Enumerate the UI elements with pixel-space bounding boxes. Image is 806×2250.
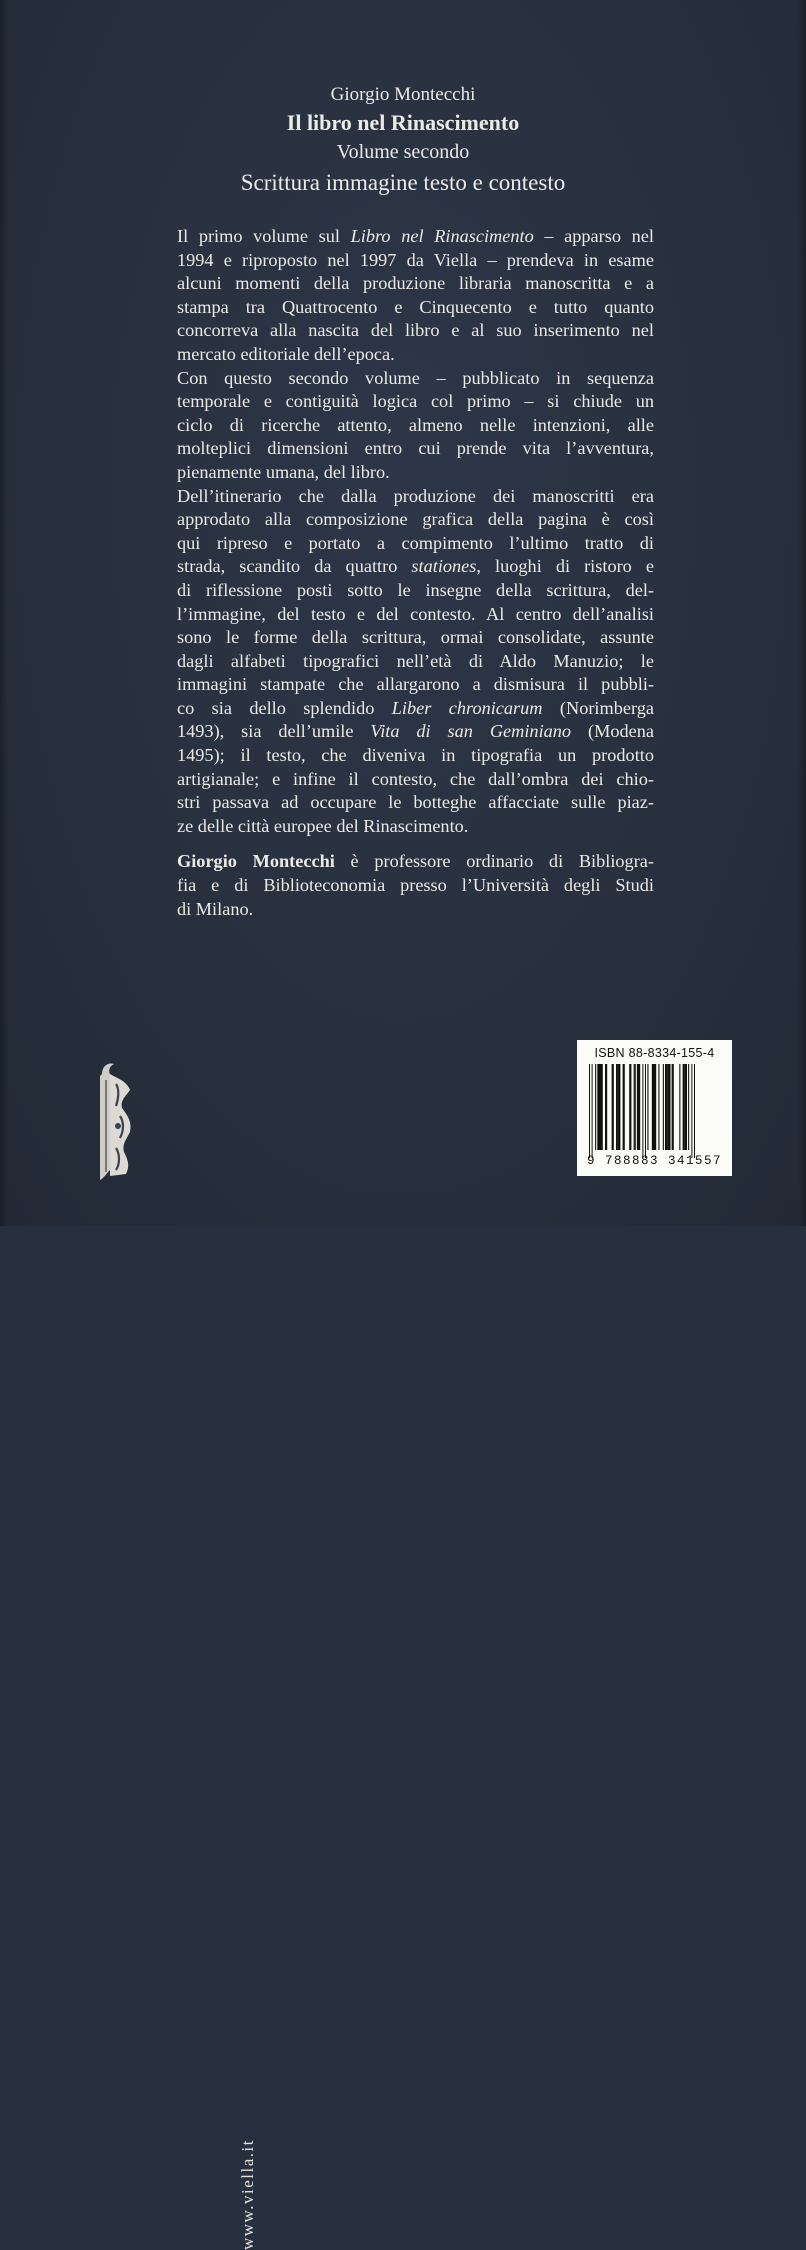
barcode-bar	[635, 1064, 636, 1150]
text-line: strada, scandito da quattro stationes, luoghi di ristoro e	[177, 556, 654, 577]
text-line: fia e di Biblioteconomia presso l’Università degli Studi	[177, 875, 654, 896]
barcode-bar	[623, 1064, 625, 1150]
text-line: concorreva alla nascita del libro e al suo inserimento nel	[177, 320, 654, 341]
text-line: artigianale; e infine il contesto, che dall’ombra dei chio-	[177, 768, 654, 789]
text-line: stri passava ad occupare le botteghe affacciate sulle piaz-	[177, 792, 654, 813]
barcode-bar	[637, 1064, 640, 1150]
barcode-bar	[683, 1064, 685, 1150]
barcode-bar	[688, 1064, 689, 1150]
text-line: 1994 e riproposto nel 1997 da Viella – prendeva in esame	[177, 249, 654, 270]
text-line: ciclo di ricerche attento, almeno nelle intenzioni, alle	[177, 414, 654, 435]
text-line: l’immagine, del testo e del contesto. Al centro dell’analisi	[177, 603, 654, 624]
text-line: molteplici dimensioni entro cui prende vita l’avventura,	[177, 438, 654, 459]
barcode-bar	[691, 1064, 692, 1158]
text-line: qui ripreso e portato a compimento l’ultimo tratto di	[177, 532, 654, 553]
text-line: Con questo secondo volume – pubblicato in sequenza	[177, 367, 654, 388]
barcode-bar	[647, 1064, 648, 1150]
barcode-digits: 9 788883 341557	[586, 1154, 723, 1168]
author-bio	[177, 850, 654, 921]
barcode-bar	[679, 1064, 680, 1150]
barcode-bar	[616, 1064, 617, 1150]
text-line: di Milano.	[177, 898, 254, 919]
barcode-bar	[605, 1064, 607, 1150]
barcode-bar	[672, 1064, 674, 1150]
italic-title: Liber chronicarum	[391, 697, 543, 718]
text-line: sono le forme della scrittura, ormai consolidate, assunte	[177, 627, 654, 648]
text-line: mercato editoriale dell’epoca.	[177, 343, 395, 364]
isbn-barcode-panel	[577, 1040, 732, 1176]
text-line: stampa tra Quattrocento e Cinquecento e tutto quanto	[177, 296, 654, 317]
blurb-paragraph-2	[177, 367, 654, 485]
barcode-bar	[612, 1064, 614, 1150]
text-line: ze delle città europee del Rinascimento.	[177, 815, 469, 836]
italic-title: Libro nel Rinascimento	[350, 226, 534, 246]
italic-term: stationes	[411, 556, 477, 577]
text-line: Dell’itinerario che dalla produzione dei manoscritti era	[177, 485, 654, 506]
text-line: 1495); il testo, che diveniva in tipografia un prodotto	[177, 745, 654, 766]
barcode-bar	[645, 1064, 646, 1158]
book-subtitle: Scrittura immagine testo e contesto	[240, 170, 566, 195]
volume-label: Volume secondo	[336, 141, 470, 163]
barcode-bar	[595, 1064, 596, 1150]
book-title: Il libro nel Rinascimento	[286, 110, 520, 135]
barcode-bar	[617, 1064, 620, 1150]
barcode-bar	[642, 1064, 643, 1158]
italic-title: Vita di san Geminiano	[370, 721, 572, 742]
isbn-number: ISBN 88-8334-155-4	[594, 1046, 715, 1060]
barcode-bar	[629, 1064, 631, 1150]
publisher-mark	[90, 1060, 257, 2250]
text-line: alcuni momenti della produzione libraria manoscritta e a	[177, 273, 654, 294]
barcode-bar	[685, 1064, 687, 1150]
blurb-paragraph-3	[177, 485, 654, 839]
bio-author-name: Giorgio Montecchi	[177, 851, 335, 872]
book-header	[0, 82, 806, 200]
author-name: Giorgio Montecchi	[330, 84, 476, 105]
barcode-icon	[585, 1064, 725, 1158]
violin-scroll-icon	[96, 1060, 138, 1182]
barcode-bar	[663, 1064, 664, 1150]
publisher-website[interactable]: www.viella.it	[238, 2139, 257, 2250]
barcode-bar	[667, 1064, 670, 1150]
text-line: dagli alfabeti tipografici nell’età di Aldo Manuzio; le	[177, 650, 654, 671]
text-line: Il primo volume sul Libro nel Rinascimento – apparso nel	[177, 226, 654, 246]
barcode-bar	[652, 1064, 654, 1150]
text-line: Giorgio Montecchi è professore ordinario di Bibliogra-	[177, 851, 654, 872]
blurb-text	[177, 225, 654, 921]
text-line: co sia dello splendido Liber chronicarum (Norimberga	[177, 697, 654, 718]
text-line: immagini stampate che allargarono a dismisura il pubbli-	[177, 674, 654, 695]
barcode-bar	[694, 1064, 695, 1158]
text-line: di riflessione posti sotto le insegne della scrittura, del-	[177, 579, 654, 600]
barcode-bar	[589, 1064, 590, 1158]
text-line: temporale e contiguità logica col primo – si chiude un	[177, 391, 654, 412]
barcode-bar	[654, 1064, 656, 1150]
barcode-bar	[665, 1064, 667, 1150]
barcode-bar	[592, 1064, 593, 1158]
text-line: 1493), sia dell’umile Vita di san Geminiano (Modena	[177, 721, 654, 742]
blurb-paragraph-1	[177, 225, 654, 367]
barcode-bar	[658, 1064, 659, 1150]
barcode-bar	[634, 1064, 635, 1150]
text-line: pienamente umana, del libro.	[177, 461, 390, 482]
text-line: approdato alla composizione grafica della pagina è così	[177, 509, 654, 530]
barcode-bar	[600, 1064, 603, 1150]
barcode-bar	[597, 1064, 599, 1150]
